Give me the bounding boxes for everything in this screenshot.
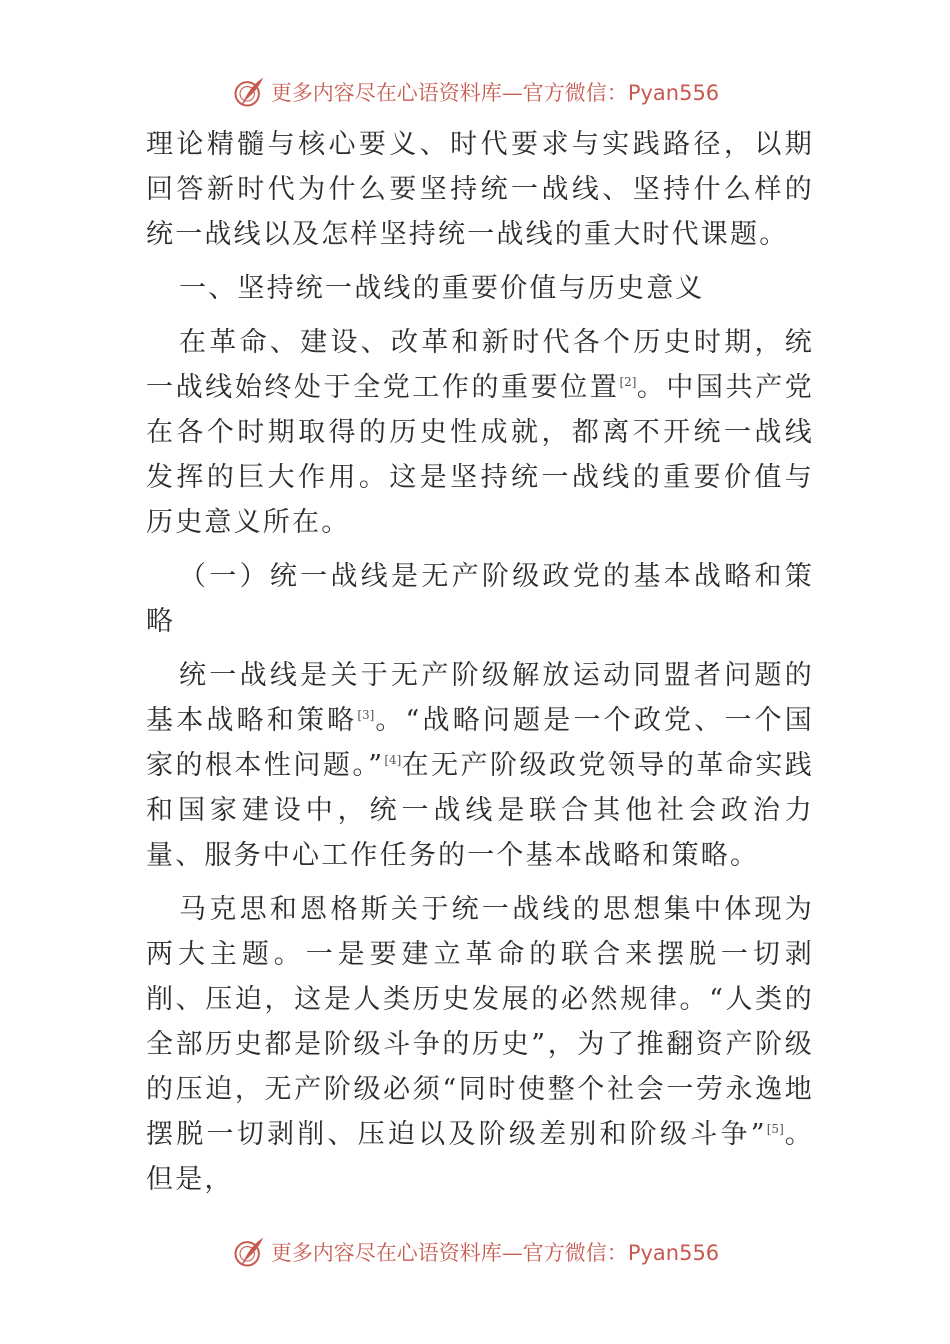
paragraph-historical-position: 在革命、建设、改革和新时代各个历史时期，统一战线始终处于全党工作的重要位置[2]。中国共产党在各个时期取得的历史性成就，都离不开统一战线发挥的巨大作用。这是坚持统一战线的重要价值与历史意义所在。	[146, 327, 814, 538]
paragraph-marx-engels: 马克思和恩格斯关于统一战线的思想集中体现为两大主题。一是要建立革命的联合来摆脱一切剥削、压迫，这是人类历史发展的必然规律。“人类的全部历史都是阶级斗争的历史”，为了推翻资产阶级的压迫，无产阶级必须“同时使整个社会一劳永逸地摆脱一切剥削、压迫以及阶级差别和阶级斗争”[5]。但是，	[146, 894, 814, 1195]
subsection-heading-1: （一）统一战线是无产阶级政党的基本战略和策略	[146, 561, 814, 637]
header-watermark-text: 更多内容尽在心语资料库—官方微信：Pyan556	[270, 81, 720, 105]
quill-logo-icon	[231, 1234, 267, 1270]
footnote-ref-4: [4]	[384, 753, 402, 767]
paragraph-basic-strategy: 统一战线是关于无产阶级解放运动同盟者问题的基本战略和策略[3]。“战略问题是一个政党、一个国家的根本性问题。”[4]在无产阶级政党领导的革命实践和国家建设中，统一战线是联合其他社会政治力量、服务中心工作任务的一个基本战略和策略。	[146, 660, 814, 871]
quill-logo-icon	[231, 74, 267, 110]
paragraph-intro-continuation: 理论精髓与核心要义、时代要求与实践路径，以期回答新时代为什么要坚持统一战线、坚持什么样的统一战线以及怎样坚持统一战线的重大时代课题。	[146, 129, 814, 250]
footer-watermark-banner	[0, 1232, 950, 1272]
footnote-ref-2: [2]	[619, 375, 637, 389]
footer-watermark-text: 更多内容尽在心语资料库—官方微信：Pyan556	[270, 1241, 720, 1265]
header-watermark-banner	[0, 72, 950, 112]
document-body	[146, 122, 814, 1202]
footnote-ref-5: [5]	[766, 1122, 784, 1136]
footnote-ref-3: [3]	[357, 708, 375, 722]
section-heading-1: 一、坚持统一战线的重要价值与历史意义	[179, 273, 705, 304]
